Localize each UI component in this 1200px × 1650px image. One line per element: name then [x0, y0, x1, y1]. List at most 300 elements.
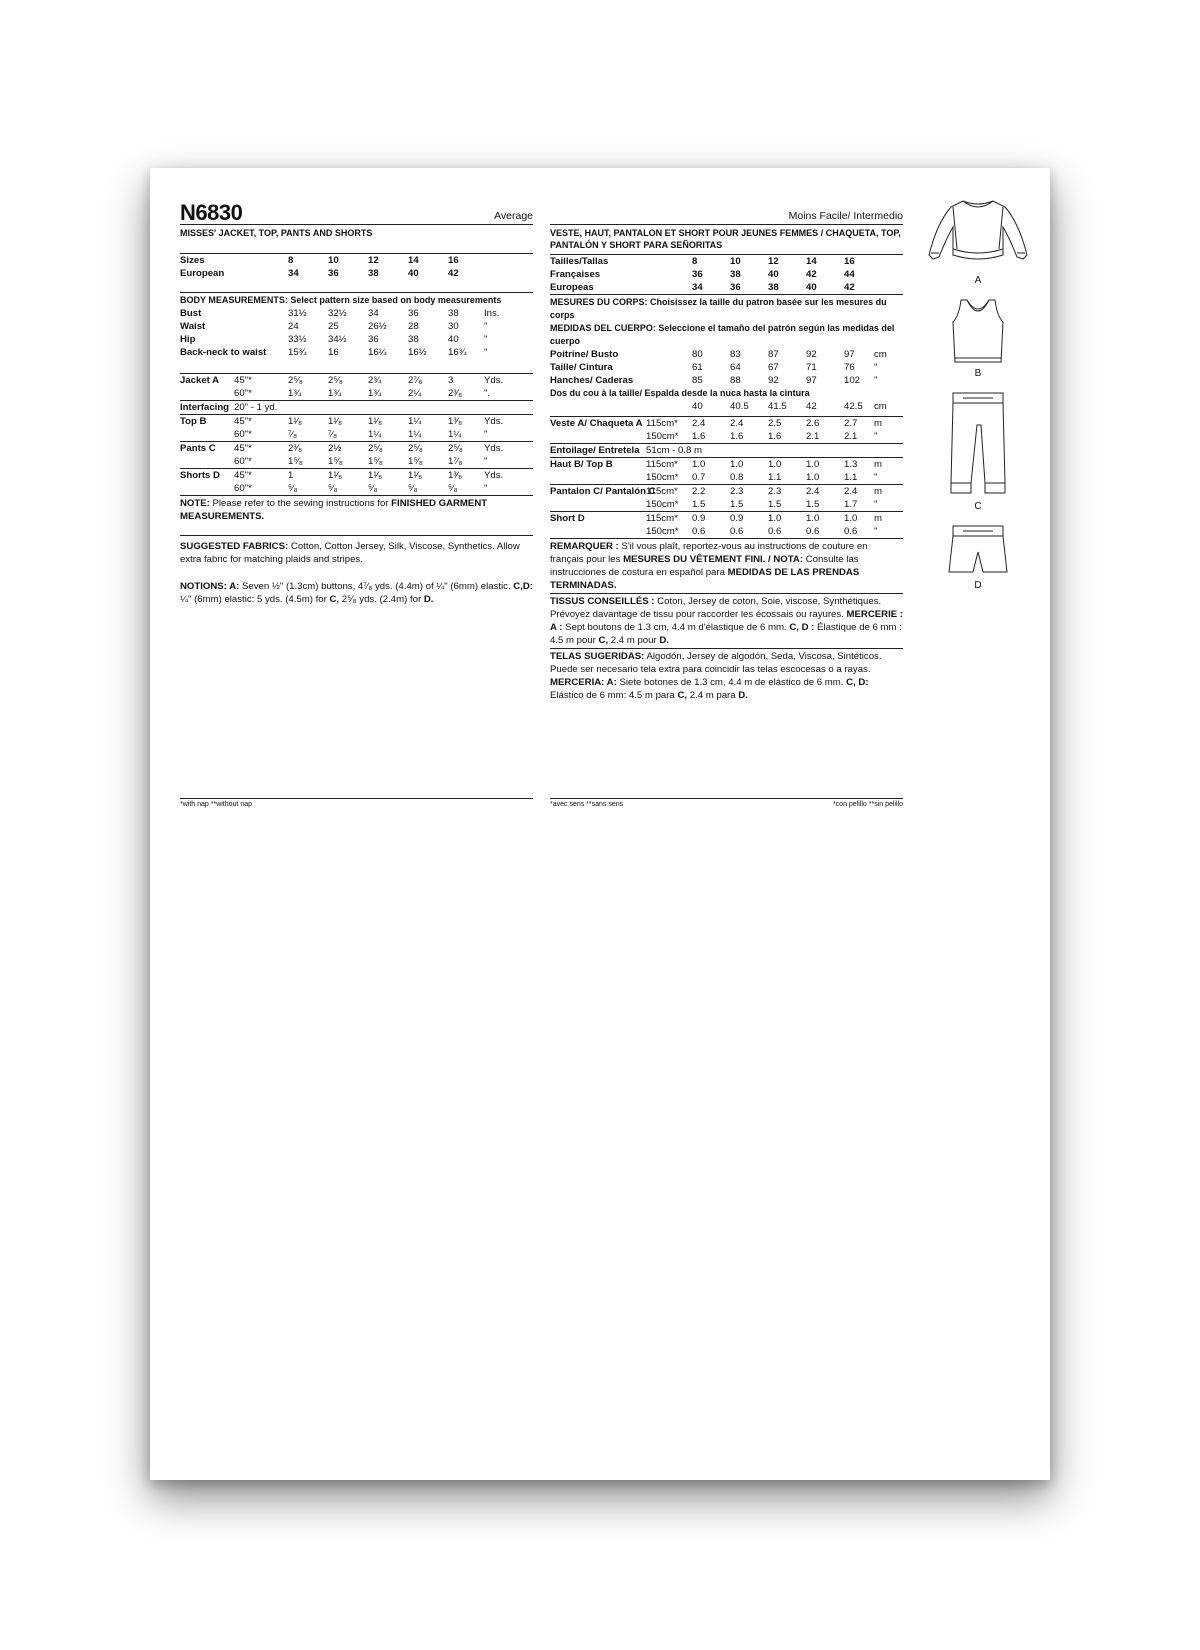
value-cell: 1.7 [844, 499, 858, 510]
value-cell: 2³⁄₈ [448, 388, 463, 399]
size-cell: 36 [730, 282, 741, 293]
back-neck-label: Dos du cou à la taille/ Espalda desde la nuca hasta la cintura [550, 388, 810, 398]
value-cell: 2⁷⁄₈ [408, 375, 423, 386]
unit-cell: " [484, 429, 488, 440]
remark-paragraph [550, 538, 903, 592]
value-cell: 1¹⁄₈ [328, 469, 368, 483]
value-cell: 1 [288, 469, 328, 483]
notions-paragraph [180, 580, 533, 606]
size-cell: 8 [288, 255, 294, 266]
value-cell: 1.0 [768, 512, 806, 526]
size-cell: 14 [806, 256, 817, 267]
sizes-label: Sizes [180, 255, 205, 266]
view-label [550, 471, 646, 485]
value-cell: 2.4 [806, 485, 844, 499]
value-cell: 1¹⁄₈ [288, 415, 328, 429]
value-cell: 34 [368, 308, 379, 319]
value-cell: 1¹⁄₈ [368, 469, 408, 483]
size-cell: 40 [806, 282, 817, 293]
fr-europeas-label: Europeas [550, 282, 594, 293]
body-measurements-table [180, 307, 533, 359]
value-cell: 16¾ [448, 347, 467, 358]
view-label: Entoilage/ Entretela [550, 444, 646, 458]
view-label [180, 482, 234, 495]
measurement-label: Hanches/ Caderas [550, 375, 634, 386]
fr-yardage-row [550, 417, 903, 431]
value-cell: 16 [328, 347, 339, 358]
size-cell: 14 [408, 255, 419, 266]
fabric-width: 45"* [234, 442, 288, 456]
fr-yardage-row [550, 430, 903, 444]
value-cell: 102 [844, 375, 861, 386]
size-cell: 34 [692, 282, 703, 293]
value-cell: 2.1 [844, 431, 858, 442]
value-cell: 32½ [328, 308, 347, 319]
value-cell: 31½ [288, 308, 307, 319]
fabric-width: 60"* [234, 483, 252, 494]
value-cell: 92 [806, 349, 817, 360]
size-cell: 38 [368, 268, 379, 279]
merceria-cd: C, D: [846, 677, 869, 688]
unit-cell: m [874, 485, 903, 499]
value-cell: 2.3 [768, 485, 806, 499]
value-cell: 64 [730, 362, 741, 373]
unit-cell: " [484, 483, 488, 494]
european-label: European [180, 268, 225, 279]
value-cell: 0.8 [730, 472, 744, 483]
unit-cell: " [874, 431, 878, 442]
fr-europeas-row [550, 281, 903, 294]
fr-size-table [550, 254, 903, 294]
notions-text: Seven ½" (1.3cm) buttons, 4⁷⁄₈ yds. (4.4m) of ¼" (6mm) elastic. [239, 581, 514, 592]
fabric-width: 115cm* [646, 458, 692, 472]
yardage-row [180, 415, 533, 429]
value-cell: 2.5 [768, 418, 782, 429]
unit-cell: m [874, 458, 903, 472]
value-cell: 40.5 [730, 401, 749, 412]
merceria-c: C, [677, 690, 688, 701]
fr-es-header [550, 198, 903, 225]
fr-yardage-table [550, 416, 903, 538]
merceria-text: Siete botones de 1.3 cm, 4.4 m de elástico de 6 mm. [616, 677, 847, 688]
mercerie-lead: MERCERIE : A : [550, 609, 903, 633]
value-cell: 1.6 [692, 431, 706, 442]
value-cell: 2⁵⁄₈ [288, 375, 303, 386]
value-cell: 1.5 [768, 499, 782, 510]
fr-es-title: VESTE, HAUT, PANTALON ET SHORT POUR JEUNES FEMMES / CHAQUETA, TOP, PANTALÓN Y SHORT PARA SEÑORITAS [550, 228, 901, 250]
value-cell: 1³⁄₈ [448, 469, 484, 483]
yardage-row [180, 469, 533, 483]
fabric-width: 115cm* [646, 485, 692, 499]
difficulty-fr-es: Moins Facile/ Intermedio [788, 210, 903, 222]
size-cell: 16 [844, 256, 855, 267]
top-drawing-icon [923, 296, 1033, 366]
view-label [550, 498, 646, 512]
footnote-spanish: *con pelillo **sin pelillo [832, 801, 903, 808]
fabrics-lead: SUGGESTED FABRICS: [180, 541, 289, 552]
french-spanish-column [550, 198, 903, 702]
view-label: Jacket A [180, 375, 220, 386]
value-cell: 2³⁄₈ [288, 442, 328, 456]
value-cell: 16¼ [368, 347, 387, 358]
view-label-b: B [974, 368, 982, 379]
unit-cell: ". [484, 388, 491, 399]
sizes-row [180, 254, 533, 268]
unit-cell: m [874, 512, 903, 526]
unit-cell: " [874, 499, 878, 510]
view-label-c: C [974, 501, 982, 512]
value-cell: ⁵⁄₈ [328, 483, 338, 494]
telas-text: Algodón, Jersey de algodón, Seda, Viscosa, Sintéticos. Puede ser necesario tela extra para coincidir las telas escocesas o a rayas. [550, 651, 882, 675]
value-cell: 2¼ [408, 388, 422, 399]
fr-body-table [550, 348, 903, 387]
back-neck-table [550, 400, 903, 413]
value-cell: ⁷⁄₈ [288, 429, 298, 440]
unit-cell: " [874, 362, 878, 373]
merceria-d: D. [738, 690, 748, 701]
size-cell: 12 [768, 256, 779, 267]
value-cell: 0.9 [730, 512, 768, 526]
value-cell: 34½ [328, 334, 347, 345]
value-cell: 2.7 [844, 418, 858, 429]
value-cell: 1.0 [844, 512, 874, 526]
value-cell: 0.6 [844, 526, 858, 537]
european-row [180, 267, 533, 280]
value-cell: 40 [692, 401, 703, 412]
fabric-width: 60"* [234, 429, 252, 440]
fr-yardage-row [550, 471, 903, 485]
fabric-width: 150cm* [646, 499, 679, 510]
value-cell: 2.1 [806, 431, 820, 442]
value-cell: 26½ [368, 321, 387, 332]
view-label [180, 455, 234, 469]
unit-cell: Ins. [484, 308, 500, 319]
value-cell: 1.1 [768, 472, 782, 483]
value-cell: 0.6 [768, 526, 782, 537]
value-cell: 2⁵⁄₈ [368, 442, 408, 456]
size-cell: 10 [730, 256, 741, 267]
measurement-label: Bust [180, 308, 202, 319]
size-cell: 44 [844, 269, 855, 280]
view-label: Veste A/ Chaqueta A [550, 418, 643, 429]
value-cell: ⁵⁄₈ [408, 483, 418, 494]
unit-cell: " [484, 347, 488, 358]
size-cell: 40 [768, 269, 779, 280]
view-label: Haut B/ Top B [550, 458, 646, 472]
notions-text: ¼" (6mm) elastic: 5 yds. (4.5m) for [180, 594, 330, 605]
size-cell: 36 [692, 269, 703, 280]
value-cell: 38 [408, 334, 419, 345]
unit-cell: " [874, 526, 878, 537]
body-row [180, 320, 533, 333]
value-cell: 1⁵⁄₈ [408, 456, 423, 467]
note-bold: FINISHED GARMENT MEASUREMENTS. [180, 498, 488, 522]
back-neck-row [550, 400, 903, 413]
fr-body-row [550, 374, 903, 387]
view-label [550, 430, 646, 444]
value-cell: 1¼ [448, 429, 462, 440]
unit-cell: " [484, 456, 488, 467]
value-cell: ⁵⁄₈ [448, 483, 458, 494]
value-cell: 1⁵⁄₈ [368, 456, 383, 467]
value-cell: ⁷⁄₈ [328, 429, 338, 440]
view-label [550, 525, 646, 538]
view-label: Shorts D [180, 469, 234, 483]
notions-text: 2⁵⁄₈ yds. (2.4m) for [339, 594, 424, 605]
fr-francaises-label: Françaises [550, 269, 601, 280]
size-cell: 36 [328, 268, 339, 279]
merceria-lead: MERCERIA: A: [550, 677, 617, 688]
footnote-english: *with nap **without nap [180, 798, 533, 808]
mercerie-c: C, [598, 635, 609, 646]
unit-cell: Yds. [484, 415, 533, 429]
fabric-width: 115cm* [646, 512, 692, 526]
telas-lead: TELAS SUGERIDAS: [550, 651, 645, 662]
value-cell: 41.5 [768, 401, 787, 412]
value-cell: 85 [692, 375, 703, 386]
value-cell: 1.0 [692, 458, 730, 472]
body-row [180, 307, 533, 320]
size-cell: 38 [730, 269, 741, 280]
value-cell: 92 [768, 375, 779, 386]
value-cell: 1⁵⁄₈ [288, 456, 303, 467]
value-cell: 1.6 [730, 431, 744, 442]
value-cell: 16½ [408, 347, 427, 358]
notions-lead: NOTIONS: A: [180, 581, 240, 592]
value-cell: 1.0 [806, 472, 820, 483]
size-cell: 34 [288, 268, 299, 279]
unit-cell: Yds. [484, 375, 504, 386]
jacket-drawing-icon [923, 193, 1033, 273]
notions-d: D. [423, 594, 434, 605]
pattern-number: N6830 [180, 200, 243, 225]
value-cell: 2.4 [730, 418, 744, 429]
unit-cell: " [874, 375, 878, 386]
unit-cell: Yds. [484, 442, 533, 456]
value-cell: 83 [730, 349, 741, 360]
fabric-width: 150cm* [646, 526, 679, 537]
remark-lead: REMARQUER : [550, 541, 619, 552]
size-cell: 40 [408, 268, 419, 279]
mercerie-d: D. [659, 635, 669, 646]
value-cell: 1³⁄₈ [448, 415, 484, 429]
value-cell: 0.9 [692, 512, 730, 526]
fabric-width: 45"* [234, 415, 288, 429]
es-body-heading-lead: MEDIDAS DEL CUERPO: [550, 323, 656, 333]
fr-yardage-row [550, 512, 903, 526]
remark-text: S'il vous plaît, reportez-vous au instructions de couture en français pour les [550, 541, 868, 565]
tissus-lead: TISSUS CONSEILLÉS : [550, 596, 655, 607]
value-cell: 1¹⁄₈ [408, 469, 448, 483]
value-cell: 36 [408, 308, 419, 319]
value-cell: 1¼ [408, 415, 448, 429]
note-lead: NOTE: [180, 498, 210, 509]
fr-body-heading: MESURES DU CORPS: Choisissez la taille du patron basée sur les mesures du corps [550, 297, 887, 320]
value-cell: 2.3 [730, 485, 768, 499]
value-cell: 2⁵⁄₈ [328, 375, 343, 386]
size-cell: 42 [448, 268, 459, 279]
value-cell: 1.0 [806, 458, 844, 472]
value-cell: 30 [448, 321, 459, 332]
yardage-row [180, 482, 533, 495]
remark-bold: MESURES DU VÊTEMENT FINI. / NOTA: [623, 554, 804, 565]
mercerie-text: Sept boutons de 1.3 cm, 4.4 m d'élastique de 6 mm. [562, 622, 790, 633]
view-label [180, 428, 234, 442]
value-cell: 2.6 [806, 418, 820, 429]
value-cell: 1¹⁄₈ [368, 415, 408, 429]
fr-francaises-row [550, 268, 903, 281]
english-column [180, 198, 533, 606]
merceria-text: 2.4 m para [687, 690, 739, 701]
es-body-heading [550, 322, 903, 348]
value-cell: ⁵⁄₈ [368, 483, 378, 494]
value-cell: 97 [844, 349, 855, 360]
body-row [180, 333, 533, 346]
note-paragraph [180, 495, 533, 523]
measurement-label: Hip [180, 334, 196, 345]
value-cell: 80 [692, 349, 703, 360]
size-cell: 16 [448, 255, 459, 266]
telas-paragraph [550, 648, 903, 702]
size-cell: 8 [692, 256, 698, 267]
fabric-width: 115cm* [646, 418, 678, 429]
value-cell: 67 [768, 362, 779, 373]
view-label: Short D [550, 512, 646, 526]
fr-yardage-row [550, 458, 903, 472]
view-c [918, 389, 1038, 512]
fabric-width: 150cm* [646, 431, 679, 442]
measurement-label: Poitrine/ Busto [550, 349, 619, 360]
fabric-width: 20" - 1 yd. [234, 401, 368, 415]
fabric-width: 60"* [234, 456, 252, 467]
value-cell: 3 [448, 375, 454, 386]
fabric-width: 45"* [234, 375, 252, 386]
unit-cell: cm [874, 401, 887, 412]
fabrics-text: Cotton, Cotton Jersey, Silk, Viscose, Synthetics. Allow extra fabric for matching plaids and stripes. [180, 541, 520, 565]
value-cell: 42.5 [844, 401, 863, 412]
pants-drawing-icon [923, 389, 1033, 499]
value-cell: 2⁵⁄₈ [448, 442, 484, 456]
mercerie-text: 2.4 m pour [608, 635, 660, 646]
view-b [918, 296, 1038, 379]
value-cell: 1¼ [408, 429, 422, 440]
size-cell: 42 [844, 282, 855, 293]
mercerie-text: Élastique de 6 mm : 4.5 m pour [550, 622, 902, 646]
value-cell: 40 [448, 334, 459, 345]
unit-cell: " [484, 334, 488, 345]
value-cell: 28 [408, 321, 419, 332]
value-cell: 1¾ [368, 388, 382, 399]
value-cell: 1.0 [806, 512, 844, 526]
value-cell: 24 [288, 321, 299, 332]
remark-bold: MEDIDAS DE LAS PRENDAS TERMINADAS. [550, 567, 860, 591]
view-label-d: D [974, 580, 982, 591]
value-cell: 71 [806, 362, 817, 373]
fr-yardage-row [550, 525, 903, 538]
value-cell: 0.6 [692, 526, 706, 537]
yardage-row [180, 374, 533, 388]
english-header [180, 198, 533, 225]
view-label-a: A [974, 275, 982, 286]
value-cell: 1.0 [768, 458, 806, 472]
value-cell: 2⁵⁄₈ [408, 442, 448, 456]
value-cell: 97 [806, 375, 817, 386]
tissus-paragraph [550, 593, 903, 647]
value-cell: 36 [368, 334, 379, 345]
fabric-width: 51cm - 0.8 m [646, 444, 768, 458]
english-title: MISSES' JACKET, TOP, PANTS AND SHORTS [180, 228, 373, 238]
unit-cell: " [484, 321, 488, 332]
footnote-fr-es [550, 798, 903, 808]
value-cell: 2¾ [368, 375, 382, 386]
view-d [918, 522, 1038, 591]
remark-text: Consulte las instrucciones de costura en español para [550, 554, 859, 578]
view-label: Pants C [180, 442, 234, 456]
unit-cell: cm [874, 349, 887, 360]
measurement-label: Back-neck to waist [180, 347, 267, 358]
view-label: Top B [180, 415, 234, 429]
value-cell: 1.6 [768, 431, 782, 442]
size-cell: 42 [806, 269, 817, 280]
yardage-table [180, 373, 533, 495]
value-cell: 1.5 [806, 499, 820, 510]
value-cell: 1¼ [368, 429, 382, 440]
yardage-row [180, 442, 533, 456]
value-cell: 2.4 [844, 485, 874, 499]
notions-cd: C,D: [513, 581, 533, 592]
value-cell: 2.2 [692, 485, 730, 499]
merceria-text: Elástico de 6 mm: 4.5 m para [550, 690, 678, 701]
tissus-text: Coton, Jersey de coton, Soie, viscose, Synthétiques. Prévoyez davantage de tissu pour raccorder les écossais ou rayures. [550, 596, 882, 620]
value-cell: 25 [328, 321, 339, 332]
measurement-label: Taille/ Cintura [550, 362, 613, 373]
value-cell: 33½ [288, 334, 307, 345]
value-cell: 0.6 [806, 526, 820, 537]
value-cell: 0.6 [730, 526, 744, 537]
fr-sizes-row [550, 255, 903, 269]
fabrics-paragraph [180, 535, 533, 566]
shorts-drawing-icon [923, 522, 1033, 578]
view-label [180, 387, 234, 401]
value-cell: 2½ [328, 442, 368, 456]
size-cell: 38 [768, 282, 779, 293]
body-row [180, 346, 533, 359]
value-cell: 1¾ [328, 388, 342, 399]
unit-cell: Yds. [484, 469, 533, 483]
value-cell: 76 [844, 362, 855, 373]
footnote-french: *avec sens **sans sens [550, 801, 624, 808]
note-text: Please refer to the sewing instructions for [209, 498, 392, 509]
yardage-row [180, 428, 533, 442]
pattern-envelope-back [150, 168, 1050, 1480]
unit-cell: " [874, 472, 878, 483]
value-cell: 88 [730, 375, 741, 386]
value-cell: 61 [692, 362, 703, 373]
fr-body-row [550, 348, 903, 361]
value-cell: 1.5 [730, 499, 744, 510]
value-cell: 1.1 [844, 472, 858, 483]
fr-body-row [550, 361, 903, 374]
measurement-label: Waist [180, 321, 206, 332]
fr-yardage-row [550, 498, 903, 512]
view-label: Interfacing [180, 401, 234, 415]
value-cell: 1⁵⁄₈ [328, 456, 343, 467]
value-cell: 1.0 [730, 458, 768, 472]
mercerie-cd: C, D : [789, 622, 815, 633]
fr-yardage-row [550, 485, 903, 499]
fr-yardage-row [550, 444, 903, 458]
fabric-width: 150cm* [646, 472, 679, 483]
